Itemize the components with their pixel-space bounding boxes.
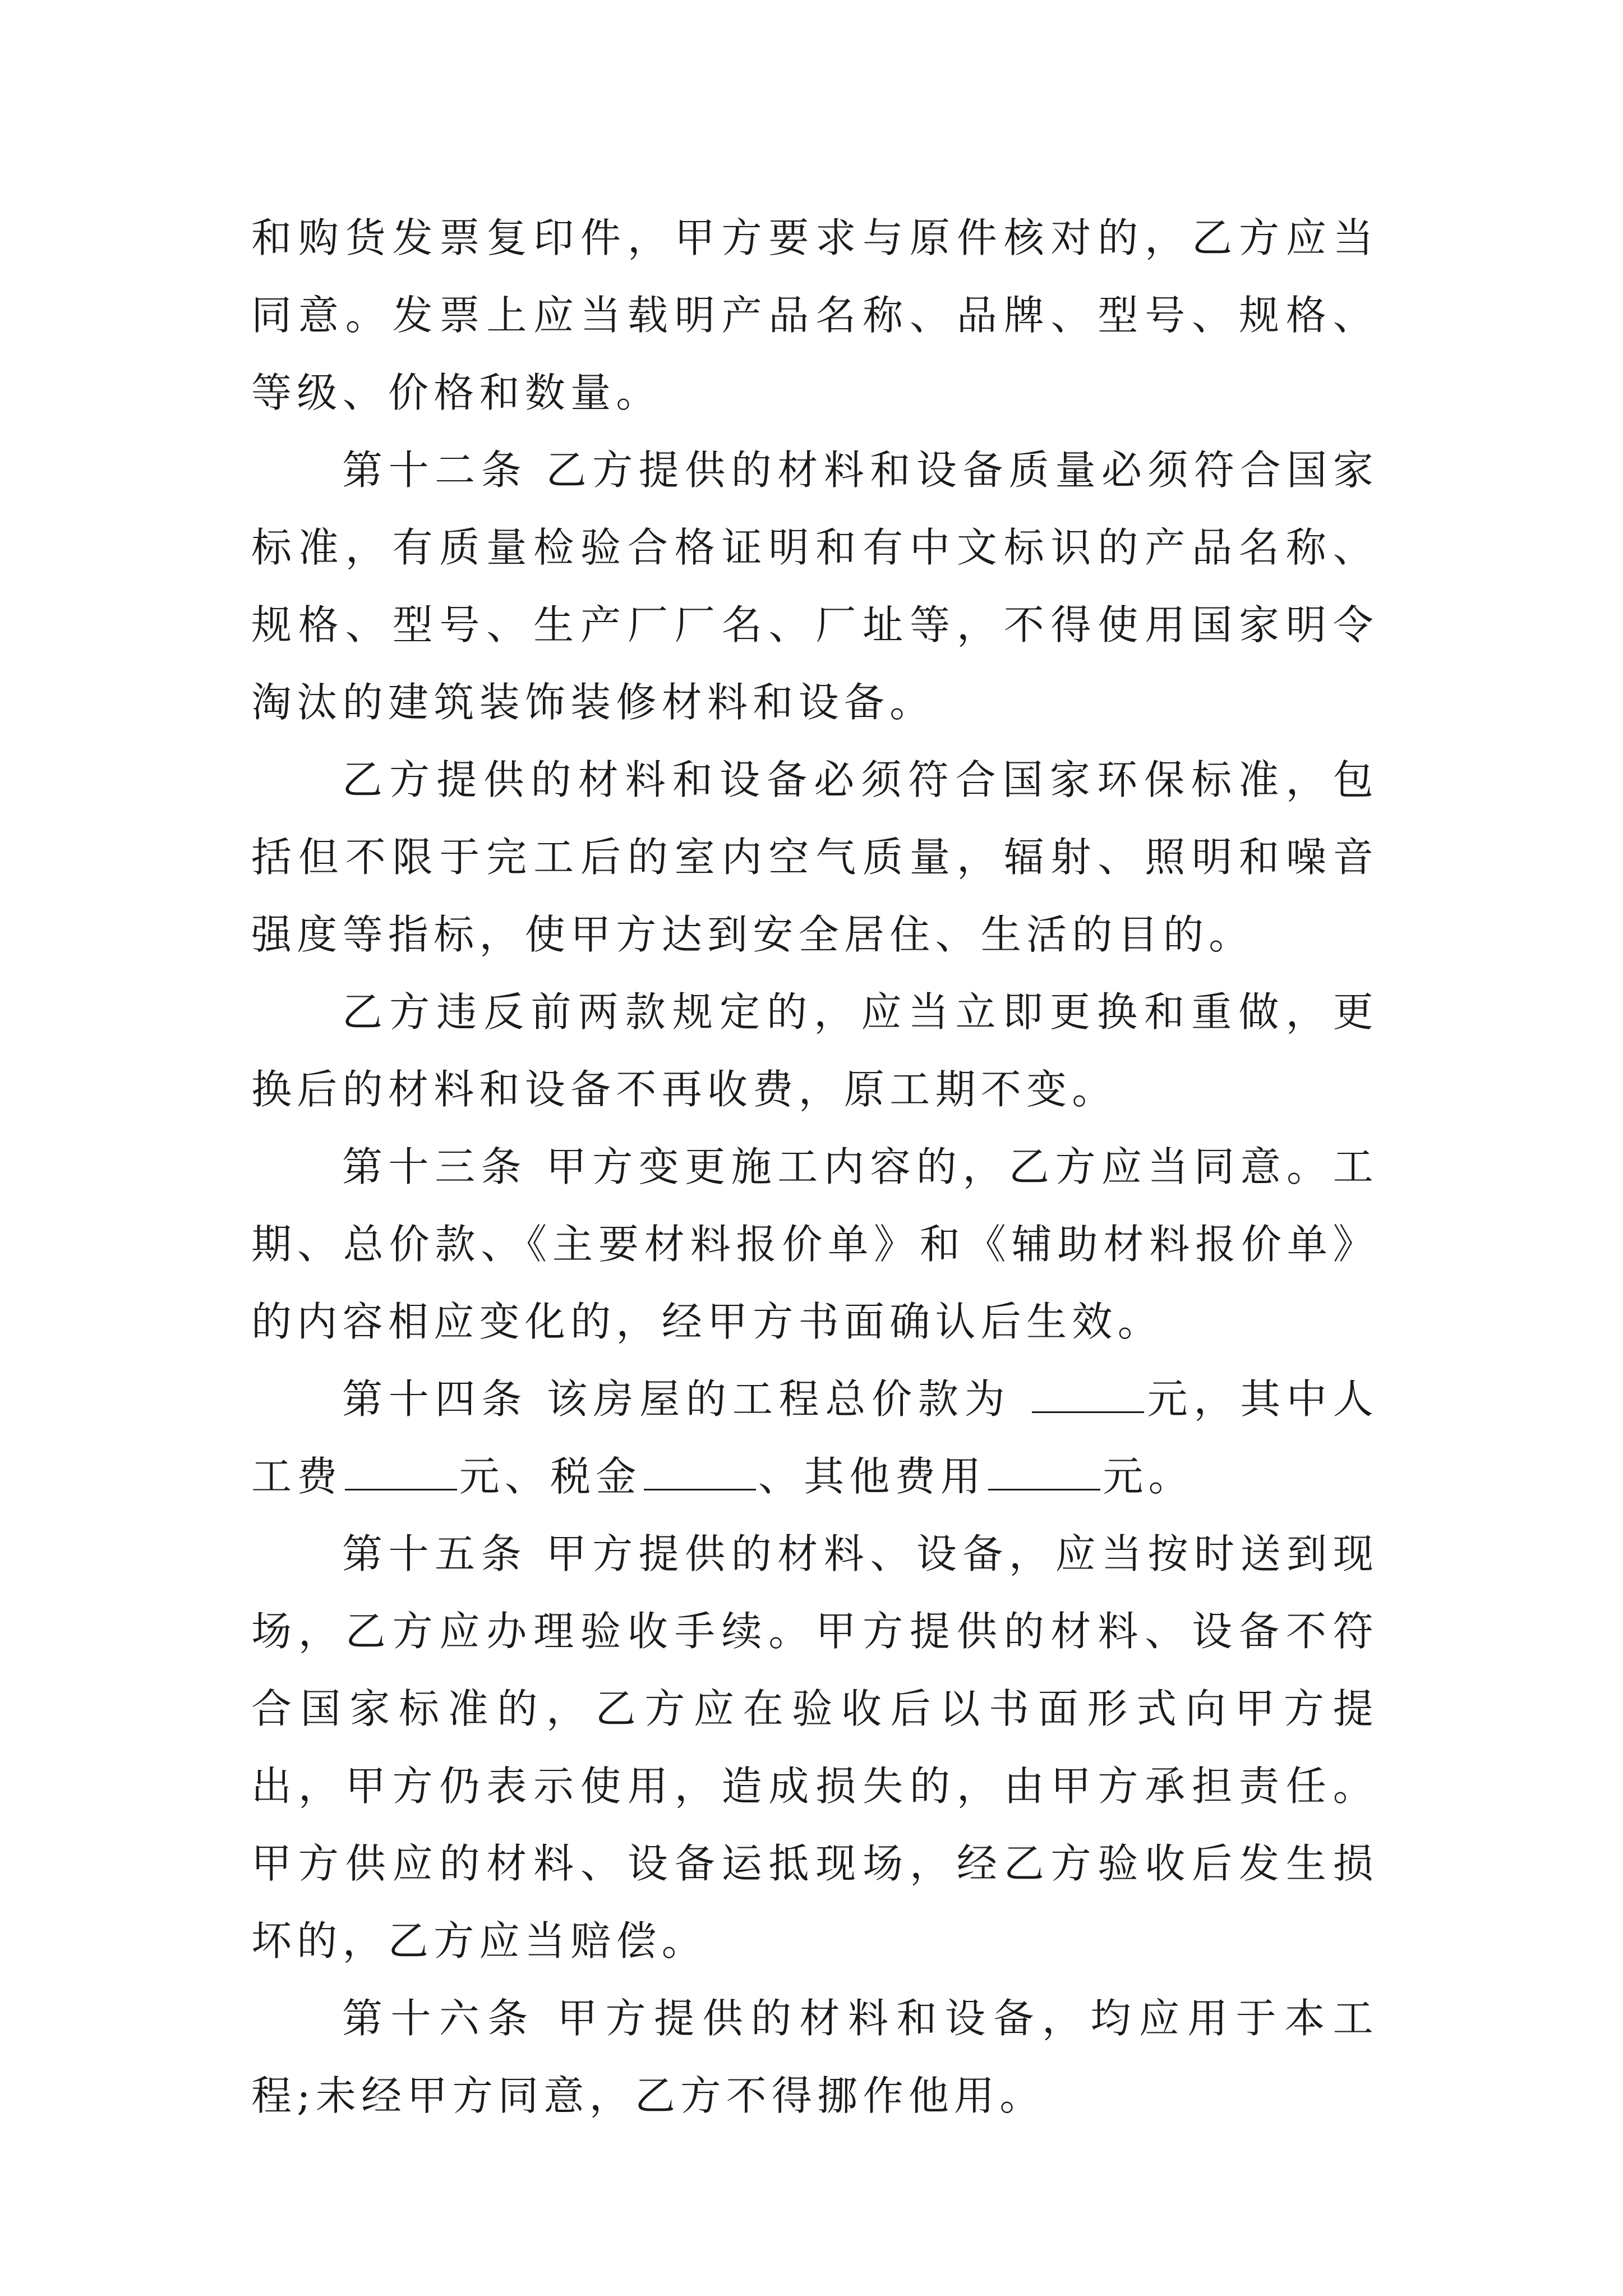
labor-cost-blank[interactable]	[345, 1455, 457, 1490]
article-14-text-2: 元，其中人工费	[251, 1375, 1378, 1500]
paragraph-article-12: 第十二条 乙方提供的材料和设备质量必须符合国家标准，有质量检验合格证明和有中文标识的产品名称、规格、型号、生产厂厂名、厂址等，不得使用国家明令淘汰的建筑装饰装修材料和设备。	[251, 447, 1378, 726]
paragraph-environmental-standards: 乙方提供的材料和设备必须符合国家环保标准，包括但不限于完工后的室内空气质量，辐射、照明和噪音强度等指标，使甲方达到安全居住、生活的目的。	[251, 756, 1378, 958]
document-body	[251, 199, 1378, 2134]
paragraph-article-14	[251, 1360, 1378, 1515]
other-fees-blank[interactable]	[988, 1455, 1100, 1490]
tax-blank[interactable]	[644, 1455, 756, 1490]
paragraph-article-13: 第十三条 甲方变更施工内容的，乙方应当同意。工期、总价款、《主要材料报价单》和《辅助材料报价单》的内容相应变化的，经甲方书面确认后生效。	[251, 1143, 1378, 1345]
paragraph-invoice-copies: 和购货发票复印件，甲方要求与原件核对的，乙方应当同意。发票上应当载明产品名称、品牌、型号、规格、等级、价格和数量。	[251, 214, 1378, 416]
total-price-blank[interactable]	[1032, 1378, 1144, 1413]
paragraph-violation-replacement: 乙方违反前两款规定的，应当立即更换和重做，更换后的材料和设备不再收费，原工期不变。	[251, 988, 1378, 1113]
paragraph-article-16: 第十六条 甲方提供的材料和设备，均应用于本工程;未经甲方同意，乙方不得挪作他用。	[251, 1995, 1378, 2119]
article-14-text-5: 元。	[1103, 1453, 1194, 1500]
article-14-text-3: 元、税金	[459, 1453, 642, 1500]
article-14-text-1: 第十四条 该房屋的工程总价款为	[342, 1375, 1030, 1423]
paragraph-article-15: 第十五条 甲方提供的材料、设备，应当按时送到现场，乙方应办理验收手续。甲方提供的材料、设备不符合国家标准的，乙方应在验收后以书面形式向甲方提出，甲方仍表示使用，造成损失的，由甲方承担责任。甲方供应的材料、设备运抵现场，经乙方验收后发生损坏的，乙方应当赔偿。	[251, 1530, 1378, 1964]
article-14-text-4: 、其他费用	[758, 1453, 986, 1500]
